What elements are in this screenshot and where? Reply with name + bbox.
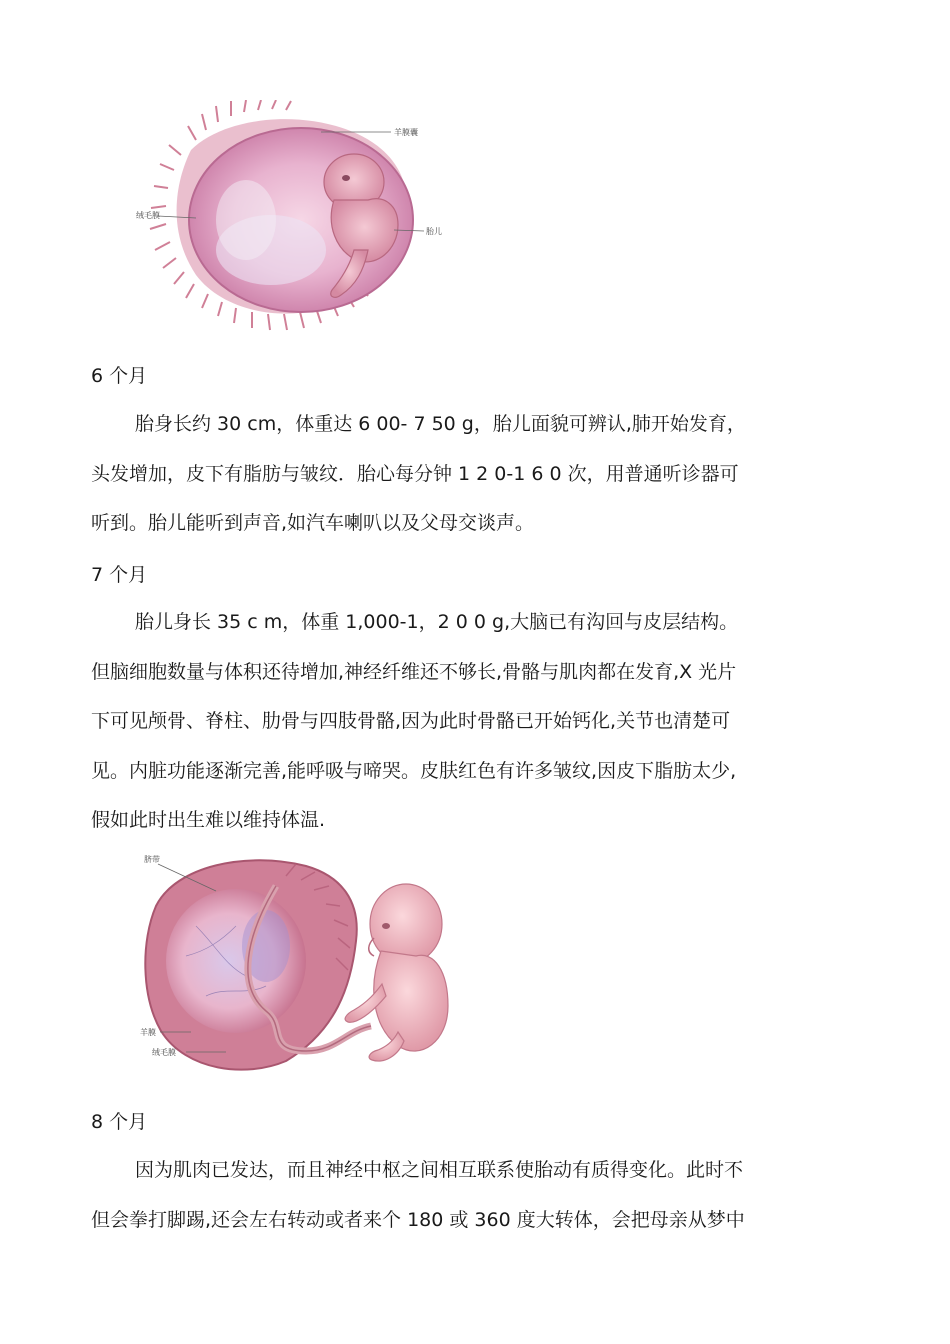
- month8-paragraph: [91, 1146, 861, 1245]
- month7-heading: 7 个月: [91, 564, 148, 586]
- month8-heading: 8 个月: [91, 1111, 148, 1133]
- figure1-label-chorion: 绒毛膜: [136, 211, 160, 220]
- fetus-month7-illustration: [136, 846, 456, 1078]
- figure2-label-umbilical-cord: 脐带: [144, 855, 160, 864]
- month7-line-1: 胎儿身长 35 c m，体重 1,000-1，2 0 0 g,大脑已有沟回与皮层结构。: [135, 611, 739, 633]
- figure2-label-amnion: 羊膜: [140, 1028, 156, 1037]
- month6-line-2: 头发增加，皮下有脂肪与皱纹．胎心每分钟 1 2 0-1 6 0 次，用普通听诊器可: [91, 462, 739, 485]
- month6-paragraph: [91, 400, 861, 549]
- month7-line-3: 下可见颅骨、脊柱、肋骨与四肢骨骼,因为此时骨骼已开始钙化,关节也清楚可: [91, 710, 731, 732]
- month8-line-2: 但会拳打脚踢,还会左右转动或者来个 180 或 360 度大转体，会把母亲从梦中: [91, 1208, 745, 1231]
- month6-line-3: 听到。胎儿能听到声音,如汽车喇叭以及父母交谈声。: [91, 512, 535, 534]
- month8-line-1: 因为肌肉已发达，而且神经中枢之间相互联系使胎动有质得变化。此时不: [135, 1159, 744, 1181]
- month6-heading: 6 个月: [91, 365, 148, 387]
- figure1-label-amnion-sac: 羊膜囊: [394, 128, 418, 137]
- month7-line-5: 假如此时出生难以维持体温.: [91, 809, 326, 831]
- figure2-label-chorion: 绒毛膜: [152, 1048, 176, 1057]
- month7-line-2: 但脑细胞数量与体积还待增加,神经纤维还不够长,骨骼与肌肉都在发育,X 光片: [91, 660, 737, 683]
- figure1-label-fetus: 胎儿: [426, 227, 442, 236]
- fetus-month6-illustration: [136, 100, 456, 348]
- month7-paragraph: [91, 598, 861, 846]
- month6-line-1: 胎身长约 30 cm，体重达 6 00- 7 50 g，胎儿面貌可辨认,肺开始发育，: [135, 413, 746, 435]
- month7-line-4: 见。内脏功能逐渐完善,能呼吸与啼哭。皮肤红色有许多皱纹,因皮下脂肪太少,: [91, 759, 737, 782]
